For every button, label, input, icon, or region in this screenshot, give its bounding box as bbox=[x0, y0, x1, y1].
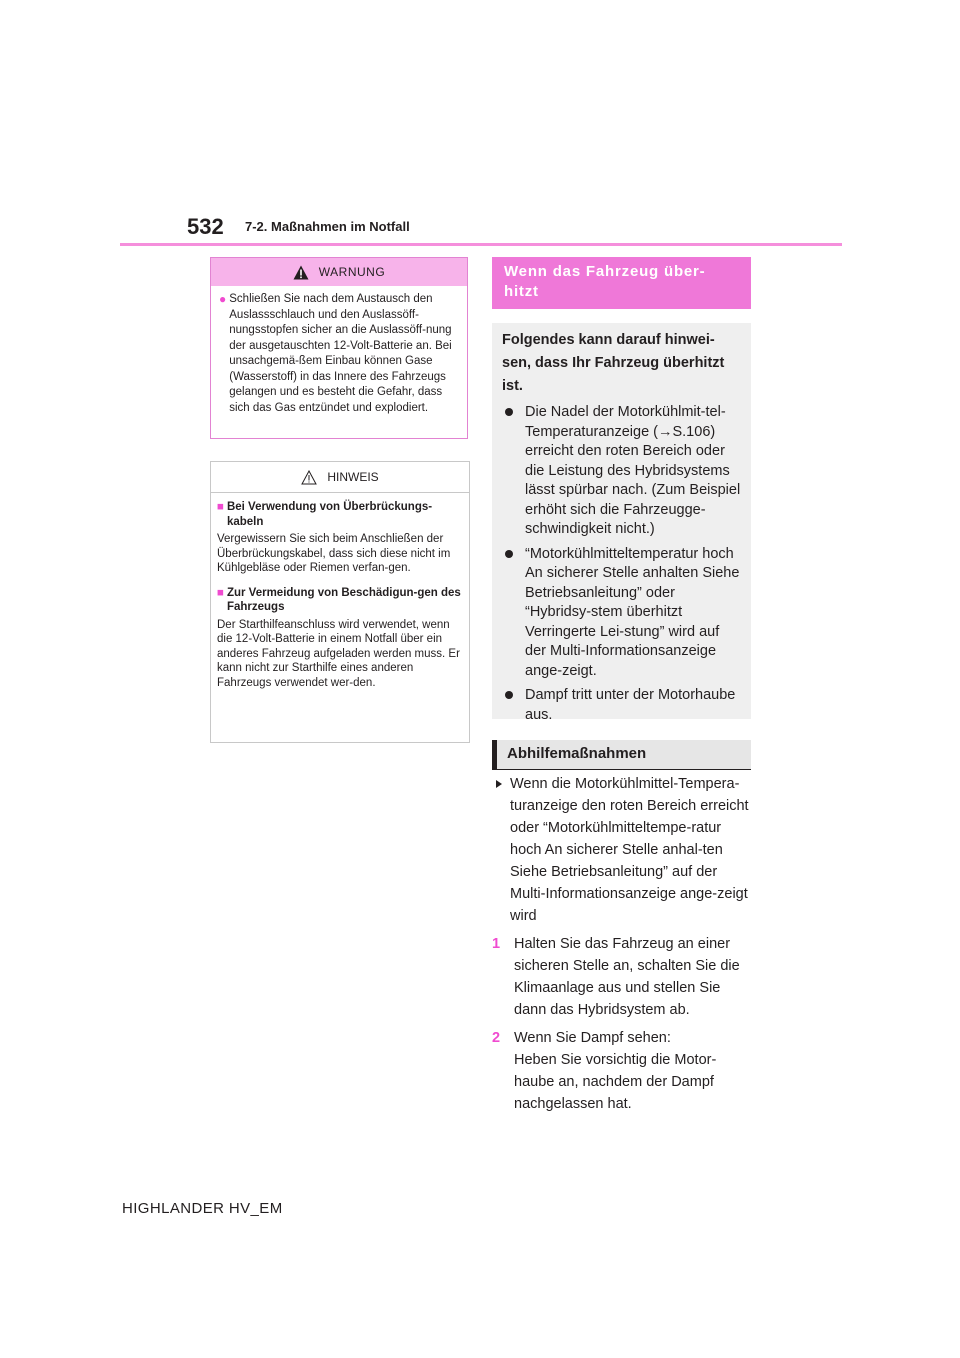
symptom-item: Die Nadel der Motorkühlmit-tel-Temperaturanzeige (→S.106) erreicht den roten Bereich oder die Leistung des Hybridsystems lässt spürbar nach. (Zum Beispiel erhöht sich die Fahrzeugge-schwindigkeit nicht.) bbox=[502, 403, 741, 540]
bullet-icon bbox=[505, 403, 517, 540]
notice-header bbox=[211, 462, 469, 493]
symptoms-intro: Folgendes kann darauf hinwei-sen, dass Ihr Fahrzeug überhitzt ist. bbox=[502, 332, 725, 394]
remedy-heading-underline bbox=[492, 769, 751, 770]
notice-box bbox=[210, 461, 470, 743]
remedy-body bbox=[492, 773, 754, 1115]
bullet-icon bbox=[505, 686, 517, 725]
remedy-condition: Wenn die Motorkühlmittel-Tempera-turanzeige den roten Bereich erreicht oder “Motorkühlmitteltempe-ratur hoch An sicherer Stelle anhal-ten Siehe Betriebsanleitung” auf der Multi-Informationsanzeige ange-zeigt wird bbox=[492, 773, 754, 927]
step-text: Wenn Sie Dampf sehen: bbox=[514, 1030, 671, 1046]
square-bullet-icon: ■ bbox=[217, 586, 224, 599]
notice-label: HINWEIS bbox=[327, 470, 379, 484]
notice-subheading: ■ Zur Vermeidung von Beschädigun-gen des Fahrzeugs bbox=[217, 586, 461, 613]
warning-label: WARNUNG bbox=[318, 265, 386, 279]
symptom-item: Dampf tritt unter der Motorhaube aus. bbox=[502, 686, 741, 725]
symptoms-box bbox=[492, 323, 751, 723]
header-divider bbox=[120, 243, 842, 246]
section-title: 7-2. Maßnahmen im Notfall bbox=[245, 219, 410, 234]
triangle-bullet-icon bbox=[492, 773, 506, 927]
step-number: 2 bbox=[492, 1030, 501, 1046]
step-number: 1 bbox=[492, 936, 501, 952]
notice-paragraph: Vergewissern Sie sich beim Anschließen der Überbrückungskabel, dass sich diese nicht im Kühlgebläse oder Riemen verfan-gen. bbox=[217, 533, 451, 574]
notice-paragraph: Der Starthilfeanschluss wird verwendet, wenn die 12-Volt-Batterie in einem Notfall über ein anderes Fahrzeug aufgeladen werden muss. Er kann nicht zur Starthilfe eines anderen Fahrzeugs verwendet wer-den. bbox=[217, 618, 460, 689]
symptom-item: “Motorkühlmitteltemperatur hoch An sicherer Stelle anhalten Siehe Betriebsanleitung” oder “Hybridsy-stem überhitzt Verringerte Lei-stung” wird auf der Multi-Informationsanzeige ange-zeigt. bbox=[502, 545, 741, 682]
warning-body bbox=[211, 286, 467, 416]
warning-box bbox=[210, 257, 468, 439]
warning-text: Schließen Sie nach dem Austausch den Auslassschlauch und den Auslassöff-nungsstopfen sicher an die Auslassöff-nung der ausgetauschten 12-Volt-Batterie an. Bei unsachgemä-ßem Einbau können Gase (Wasserstoff) in das Innere des Fahrzeugs gelangen und es besteht die Gefahr, dass sich das Gas entzündet und explodiert. bbox=[229, 293, 452, 414]
footer-model: HIGHLANDER HV_EM bbox=[122, 1200, 283, 1217]
notice-body bbox=[211, 493, 469, 690]
notice-subheading: ■ Bei Verwendung von Überbrückungs-kabeln bbox=[217, 501, 433, 528]
warning-header bbox=[211, 258, 467, 286]
step-text: Halten Sie das Fahrzeug an einer sicheren Stelle an, schalten Sie die Klimaanlage aus und stellen Sie dann das Hybridsystem ab. bbox=[514, 936, 740, 1018]
remedy-step bbox=[492, 933, 754, 1021]
bullet-icon bbox=[505, 545, 517, 682]
step-text-continued: Heben Sie vorsichtig die Motor-haube an, nachdem der Dampf nachgelassen hat. bbox=[514, 1052, 717, 1112]
remedy-step bbox=[492, 1027, 754, 1115]
caution-triangle-outline-icon bbox=[301, 470, 317, 485]
overheat-section-title: Wenn das Fahrzeug über-hitzt bbox=[492, 257, 751, 309]
square-bullet-icon: ■ bbox=[217, 501, 224, 513]
remedy-heading: Abhilfemaßnahmen bbox=[492, 740, 751, 770]
page-number: 532 bbox=[187, 214, 224, 239]
bullet-icon: ● bbox=[219, 292, 227, 306]
warning-triangle-icon bbox=[293, 265, 309, 280]
